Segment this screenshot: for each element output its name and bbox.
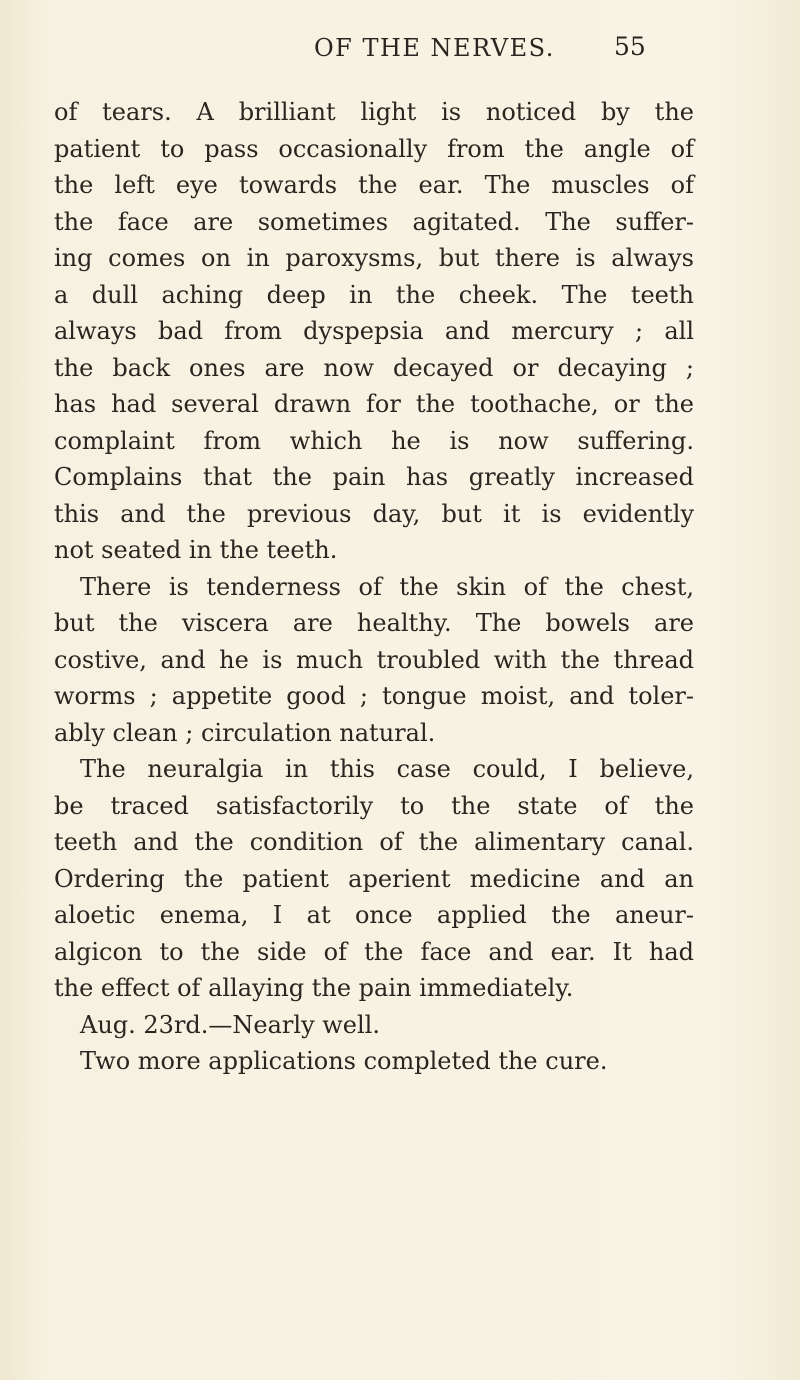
text-line: patient to pass occasionally from the angle of (54, 134, 694, 163)
text-line: algicon to the side of the face and ear. It had (54, 937, 694, 966)
text-line: this and the previous day, but it is evidently (54, 499, 694, 528)
text-line: Aug. 23rd.—Nearly well. (80, 1010, 380, 1039)
text-line: the face are sometimes agitated. The suffer- (54, 207, 694, 236)
text-line: Complains that the pain has greatly increased (54, 463, 694, 491)
text-line: teeth and the condition of the alimentary canal. (54, 828, 694, 856)
text-line: The neuralgia in this case could, I believe, (80, 755, 694, 783)
text-line: ing comes on in paroxysms, but there is always (54, 244, 694, 272)
text-line: has had several drawn for the toothache, or the (54, 390, 694, 418)
text-line: but the viscera are healthy. The bowels are (54, 609, 694, 637)
text-line: be traced satisfactorily to the state of the (54, 791, 694, 820)
text-line: a dull aching deep in the cheek. The teeth (54, 280, 694, 309)
text-line: the effect of allaying the pain immediately. (54, 974, 574, 1002)
text-line: There is tenderness of the skin of the chest, (80, 572, 694, 601)
page-number: 55 (614, 32, 646, 61)
text-line: ably clean ; circulation natural. (54, 718, 436, 747)
text-line: the left eye towards the ear. The muscles of (54, 171, 694, 199)
body-text (54, 94, 694, 1080)
text-line: not seated in the teeth. (54, 536, 338, 564)
text-line: always bad from dyspepsia and mercury ; all (54, 317, 694, 345)
text-line: Ordering the patient aperient medicine and an (54, 864, 694, 893)
text-line: worms ; appetite good ; tongue moist, and toler- (54, 682, 694, 710)
text-line: costive, and he is much troubled with the thread (54, 645, 694, 674)
text-line: the back ones are now decayed or decaying ; (54, 353, 694, 382)
page-header (0, 26, 800, 66)
text-line: aloetic enema, I at once applied the aneur- (54, 901, 694, 929)
text-line: of tears. A brilliant light is noticed by the (54, 98, 694, 126)
text-line: Two more applications completed the cure. (80, 1047, 608, 1075)
running-title: OF THE NERVES. (314, 34, 555, 62)
text-line: complaint from which he is now suffering. (54, 426, 694, 455)
